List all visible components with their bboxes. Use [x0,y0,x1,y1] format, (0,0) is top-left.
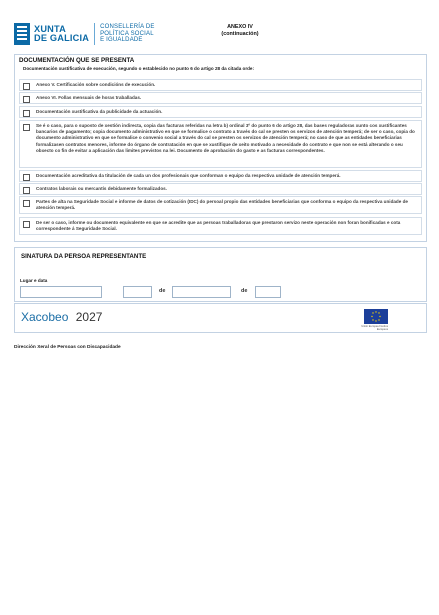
doc-item [19,183,422,195]
signature-title: SINATURA DA PERSOA REPRESENTANTE [21,253,147,260]
doc-checkbox[interactable] [23,124,30,131]
doc-item [19,106,422,118]
xacobeo-logo: Xacobeo 2027 [21,310,103,324]
day-field[interactable] [123,286,152,298]
de-label-2: de [241,288,248,294]
documentation-subtitle: Documentación xustificativa de execución, segundo o establecido no punto 6 do artigo 28 da citada orde: [23,66,255,71]
doc-item-text: Se é o caso, para o suposto de xestión indirecta, copia das facturas referidas na letra b) ordinal 3º do punto 6 do artigo 28, das bases reguladoras xunto cos xustificantes bancarios de pagamento; copia documento administrativo en que se formalice o contrato a través do cal se presten os servizos de atención temperá; de ser o caso, copia do documento administrativo en que se formalice o convenio social a través do cal se presten os servizos de atención temperá; no caso de que as entidades beneficiarias formalizasen contratos menores, informe do órgano de contratación en que se xustifique de xeito motivado a necesidade do contrato e que non se está alterando o seu obxecto co fin de evitar a aplicación das limites previstos na lei. Documento de aprobación do gasto e as facturas correspondentes. [36,123,415,153]
annex-subtitle: (continuación) [221,31,259,37]
doc-item [19,120,422,168]
month-field[interactable] [172,286,231,298]
doc-checkbox[interactable] [23,200,30,207]
doc-item-text: Contratos laborais ou mercantís debidamente formalizados. [36,186,167,191]
year-field[interactable] [255,286,281,298]
doc-item-text: Anexo V. Certificación sobre condicións de execución. [36,82,156,87]
doc-item [19,196,422,214]
xunta-wordmark: XUNTA DE GALICIA [34,23,90,43]
doc-item [19,92,422,104]
eu-caption: Unión Europea Fondos Europeos [361,325,388,331]
doc-checkbox[interactable] [23,221,30,228]
place-date-label: Lugar e data [20,278,48,283]
doc-checkbox[interactable] [23,187,30,194]
doc-item [19,79,422,91]
place-field[interactable] [20,286,102,298]
doc-checkbox[interactable] [23,96,30,103]
logo-divider [94,23,95,45]
doc-item-text: Partes de alta na Seguridade Social e informe de datos de cotización (IDC) do persoal propio das entidades beneficiarias que conforma o equipo da respectiva unidade de atención temperá. [36,199,408,211]
xunta-logo [14,22,172,46]
doc-item-text: Documentación xustificativa da publicidade da actuación. [36,109,163,114]
doc-item [19,170,422,182]
doc-checkbox[interactable] [23,83,30,90]
signature-section [14,247,427,302]
de-label-1: de [159,288,166,294]
galicia-shield-icon [14,23,30,45]
doc-item-text: Anexo VI. Follas mensuais de horas traballadas. [36,95,142,100]
documentation-title: DOCUMENTACIÓN QUE SE PRESENTA [19,57,135,64]
doc-item-text: De ser o caso, informe ou documento equivalente en que se acredite que as persoas traballadoras que prestaron servizo neste operación non foran bonificadas e cota correspondente á Seguridade Social. [36,220,401,232]
doc-item-text: Documentación acreditativa da titulación de cada un dos profesionais que conforman o equipo da respectiva unidade de atención temperá. [36,173,341,178]
doc-item [19,217,422,235]
consellery-name: CONSELLERÍA DE POLÍTICA SOCIAL E IGUALDADE [100,24,155,44]
documentation-section [14,54,427,242]
doc-checkbox[interactable] [23,110,30,117]
eu-flag-icon [364,309,388,324]
doc-checkbox[interactable] [23,174,30,181]
annex-title: ANEXO IV [227,24,253,30]
footer-logos [14,303,427,333]
direction-name: Dirección Xeral de Persoas con Discapacidade [14,345,121,350]
annex-heading [205,24,275,38]
